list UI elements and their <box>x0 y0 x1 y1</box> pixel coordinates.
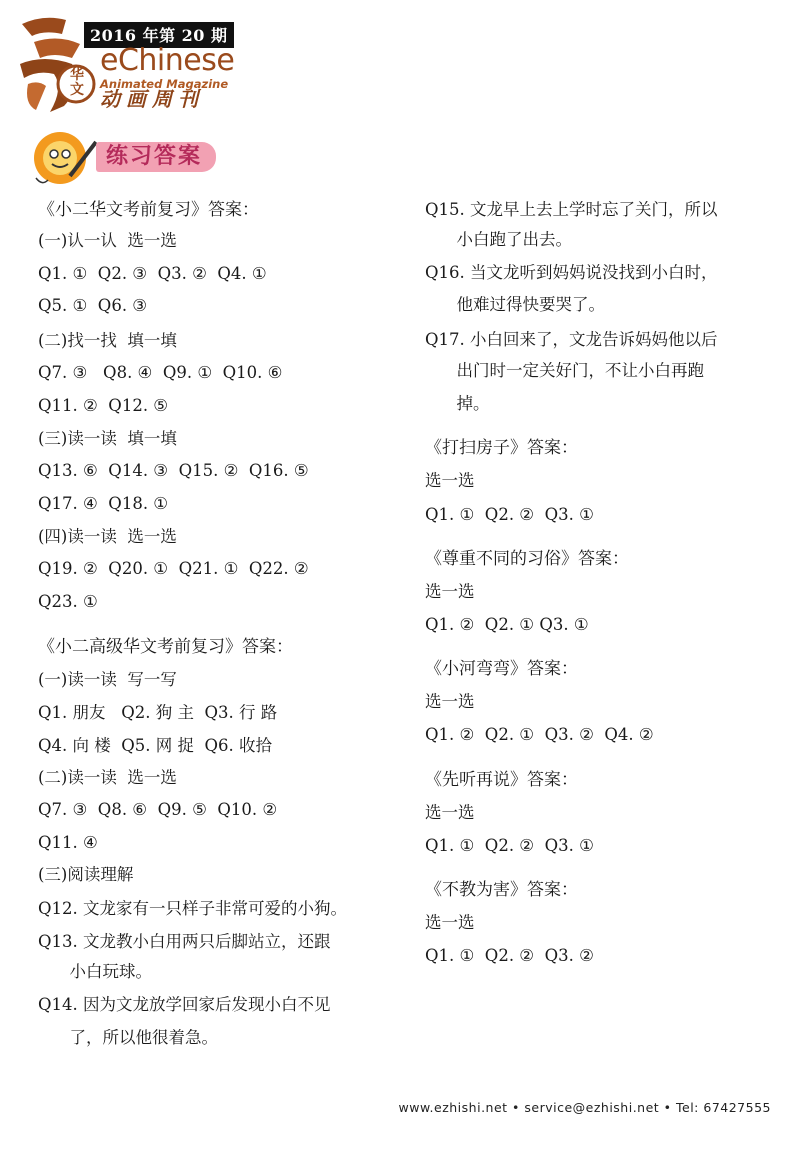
section-heading: 《打扫房子》答案： <box>425 438 578 458</box>
answer-line: 小白跑了出去。 <box>425 230 572 249</box>
answer-line: (一)读一读 写一写 <box>38 670 177 689</box>
answer-line: Q1. ① Q2. ② Q3. ① <box>425 836 594 855</box>
answer-line: Q1. ① Q2. ② Q3. ① <box>425 505 594 524</box>
brand-chinese-name: 动画周刊 <box>100 87 204 111</box>
answer-line: Q5. ① Q6. ③ <box>38 296 148 315</box>
answer-line: 他难过得快要哭了。 <box>425 295 605 314</box>
answer-line: 掉。 <box>425 394 490 413</box>
answer-line: 选一选 <box>425 692 475 711</box>
brand-name: eChinese <box>100 43 235 78</box>
section-heading: 《先听再说》答案： <box>425 770 578 790</box>
answer-line: Q1. ① Q2. ③ Q3. ② Q4. ① <box>38 264 267 283</box>
section-heading: 《尊重不同的习俗》答案： <box>425 549 629 569</box>
answer-line: 小白玩球。 <box>38 962 152 981</box>
answer-line: Q7. ③ Q8. ⑥ Q9. ⑤ Q10. ② <box>38 800 278 819</box>
answer-line: (三)阅读理解 <box>38 865 134 884</box>
logo-mark-text: 华文 <box>70 67 84 98</box>
answer-line: 选一选 <box>425 913 475 932</box>
answer-line: 选一选 <box>425 471 475 490</box>
answer-line: 选一选 <box>425 582 475 601</box>
answer-line: (二)找一找 填一填 <box>38 331 177 350</box>
answer-line: Q11. ④ <box>38 833 98 852</box>
answer-line: Q23. ① <box>38 592 98 611</box>
answer-line: Q14. 因为文龙放学回家后发现小白不见 <box>38 995 331 1014</box>
answer-line: Q1. 朋友 Q2. 狗 主 Q3. 行 路 <box>38 703 278 722</box>
answer-line: Q12. 文龙家有一只样子非常可爱的小狗。 <box>38 899 348 918</box>
answer-line: (二)读一读 选一选 <box>38 768 177 787</box>
section-heading: 《小二高级华文考前复习》答案： <box>38 637 293 657</box>
answer-line: Q1. ① Q2. ② Q3. ② <box>425 946 594 965</box>
answer-line: Q1. ② Q2. ① Q3. ① <box>425 615 589 634</box>
answer-line: (三)读一读 填一填 <box>38 429 177 448</box>
answer-line: Q7. ③ Q8. ④ Q9. ① Q10. ⑥ <box>38 363 283 382</box>
answer-line: Q17. 小白回来了，文龙告诉妈妈他以后 <box>425 330 718 349</box>
section-heading: 《小二华文考前复习》答案： <box>38 200 259 220</box>
lion-mascot-icon <box>30 128 100 190</box>
answer-line: 了，所以他很着急。 <box>38 1028 218 1047</box>
answer-line: Q1. ② Q2. ① Q3. ② Q4. ② <box>425 725 654 744</box>
answer-line: Q16. 当文龙听到妈妈说没找到小白时， <box>425 263 718 282</box>
answer-line: Q17. ④ Q18. ① <box>38 494 169 513</box>
answer-line: Q15. 文龙早上去上学时忘了关门，所以 <box>425 200 718 219</box>
issue-badge: 2016 年第 20 期 <box>84 22 234 48</box>
section-heading: 《不教为害》答案： <box>425 880 578 900</box>
answer-line: Q11. ② Q12. ⑤ <box>38 396 169 415</box>
answer-line: Q13. 文龙教小白用两只后脚站立，还跟 <box>38 932 331 951</box>
footer-contact: www.ezhishi.net • service@ezhishi.net • Tel: 67427555 <box>398 1100 771 1115</box>
answer-line: Q4. 向 楼 Q5. 网 捉 Q6. 收拾 <box>38 736 273 755</box>
answer-line: 选一选 <box>425 803 475 822</box>
page-title: 练习答案 <box>96 142 216 172</box>
answer-line: Q19. ② Q20. ① Q21. ① Q22. ② <box>38 559 309 578</box>
answer-line: (四)读一读 选一选 <box>38 527 177 546</box>
brand-subtitle: Animated Magazine <box>100 77 229 91</box>
answer-line: 出门时一定关好门，不让小白再跑 <box>425 361 704 380</box>
answer-line: Q13. ⑥ Q14. ③ Q15. ② Q16. ⑤ <box>38 461 309 480</box>
section-heading: 《小河弯弯》答案： <box>425 659 578 679</box>
answer-line: (一)认一认 选一选 <box>38 231 177 250</box>
